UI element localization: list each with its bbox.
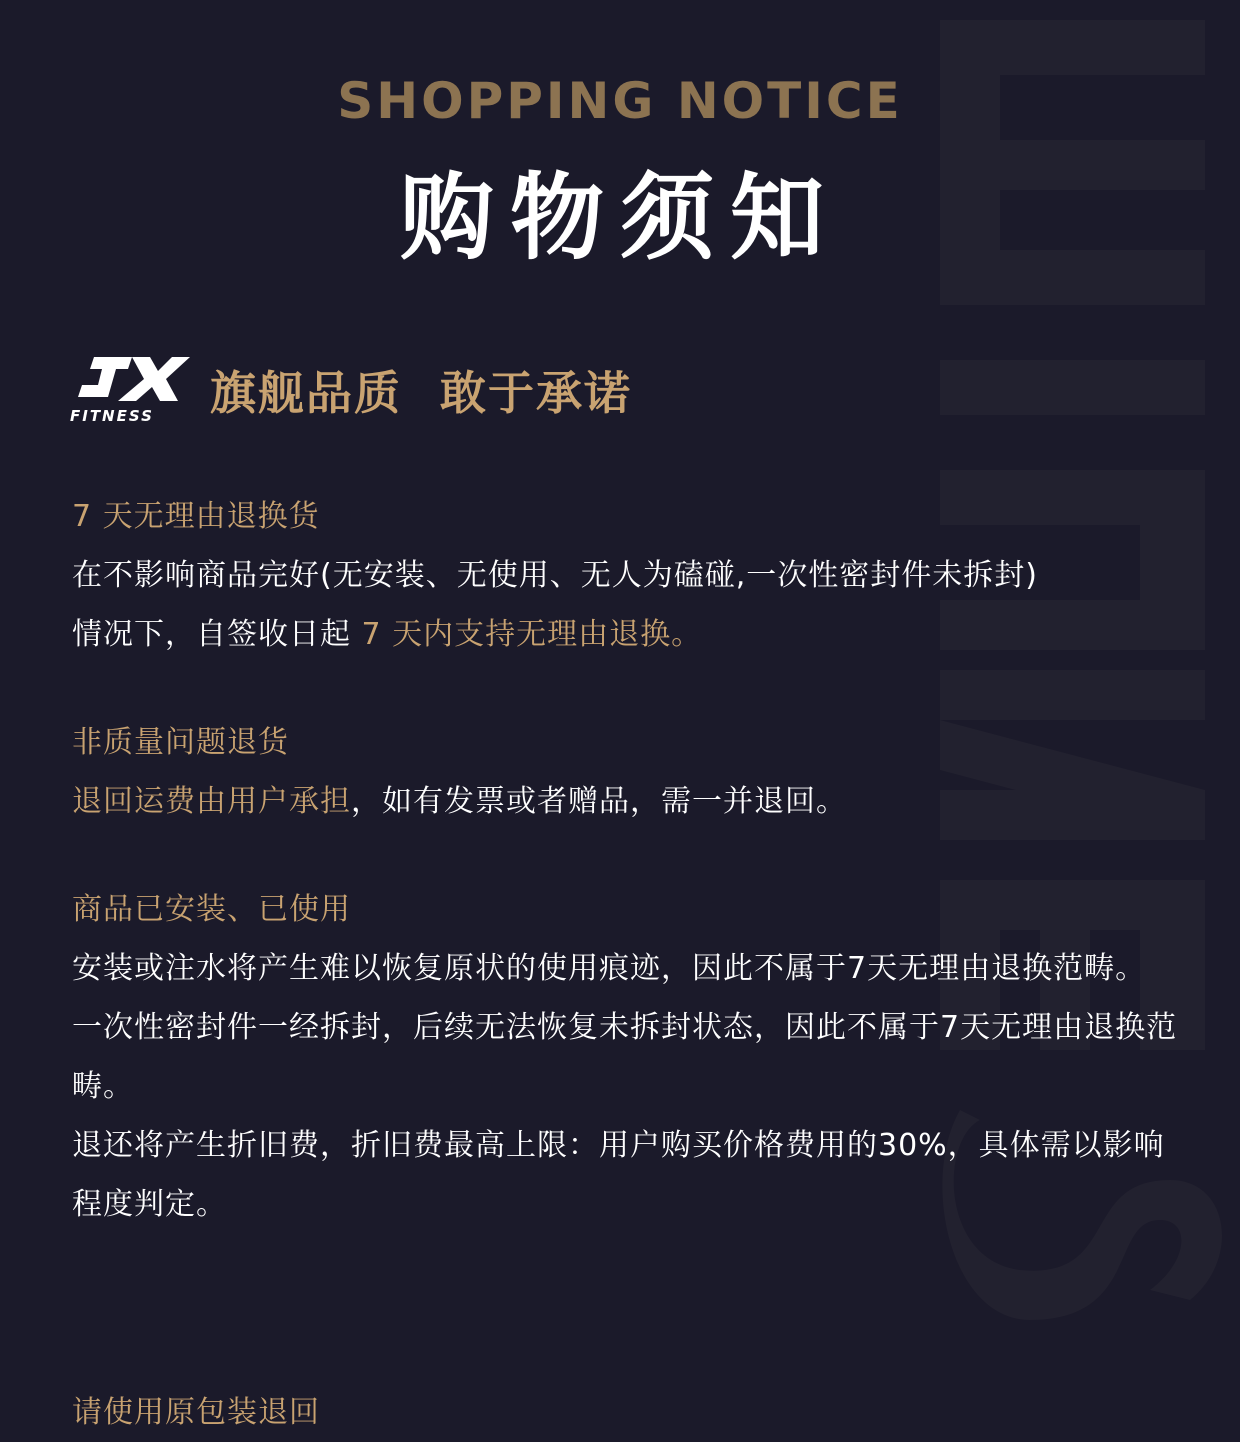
brand-row — [70, 350, 632, 430]
section-title: 7 天无理由退换货 — [72, 499, 320, 534]
section-body — [72, 772, 1182, 831]
slogan-quality: 旗舰品质 — [210, 366, 402, 420]
header-title-cn: 购物须知 — [399, 164, 840, 273]
notice-content — [72, 488, 1182, 1284]
highlight-text: 退回运费由用户承担 — [72, 784, 351, 819]
jx-fitness-logo — [70, 355, 192, 425]
section-installed-used — [72, 881, 1182, 1234]
body-text: ，如有发票或者赠品，需一并退回。 — [351, 784, 847, 819]
section-title-original-packaging: 请使用原包装退回 — [72, 1395, 320, 1430]
slogan-promise: 敢于承诺 — [440, 366, 632, 420]
body-paragraph: 退还将产生折旧费，折旧费最高上限：用户购买价格费用的30%，具体需以影响程度判定。 — [72, 1128, 1165, 1222]
body-line: 在不影响商品完好(无安装、无使用、无人为磕碰,一次性密封件未拆封) — [72, 558, 1038, 593]
brand-slogan — [210, 357, 632, 423]
section-title: 商品已安装、已使用 — [72, 892, 351, 927]
header-title-en: SHOPPING NOTICE — [337, 72, 903, 130]
body-line — [72, 605, 1182, 664]
section-seven-day-return — [72, 488, 1182, 664]
jx-logo-mark-icon — [70, 355, 192, 407]
body-paragraph: 安装或注水将产生难以恢复原状的使用痕迹，因此不属于7天无理由退换范畴。 — [72, 951, 1147, 986]
section-title: 非质量问题退货 — [72, 725, 289, 760]
section-body — [72, 939, 1182, 1234]
logo-subtitle: FITNESS — [70, 407, 154, 425]
section-body — [72, 546, 1182, 664]
body-text: 情况下，自签收日起 — [72, 617, 362, 652]
section-non-quality-return — [72, 714, 1182, 831]
body-paragraph: 一次性密封件一经拆封，后续无法恢复未拆封状态，因此不属于7天无理由退换范畴。 — [72, 1010, 1178, 1104]
highlight-text: 7 天内支持无理由退换。 — [361, 617, 703, 652]
